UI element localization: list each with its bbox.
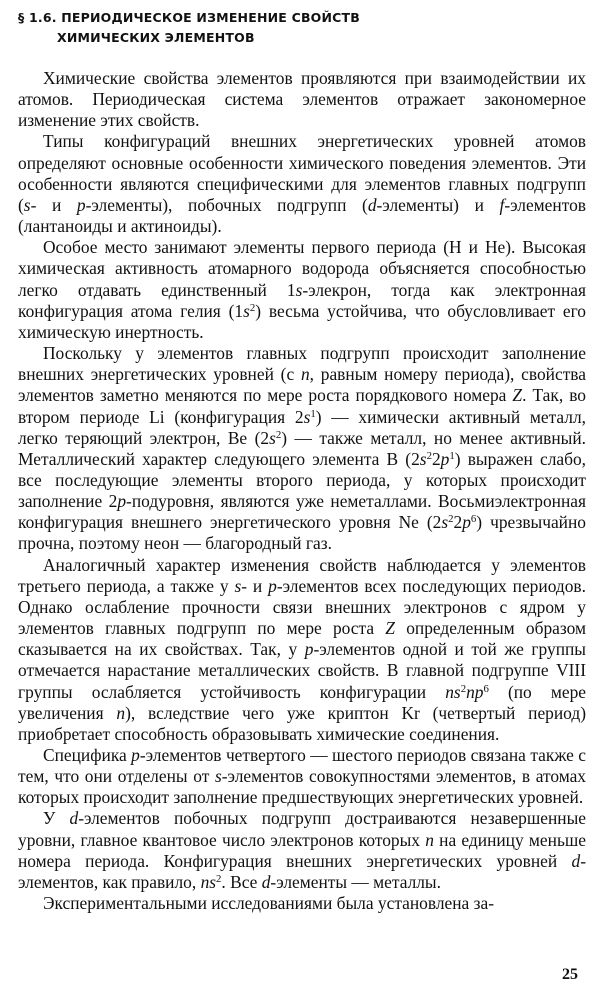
paragraph: Поскольку у элементов главных подгрупп происходит заполнение внешних энергетических уровней (с n, равным номеру периода), свойства элементов заметно меняются по мере роста порядкового номера Z. Так, во втором периоде Li (конфигурация $2s^1$) — химически активный металл, легко теряющий электрон, Be $(2s^2)$ — также металл, но менее активный. Металлический характер следующего элемента B $(2s^22p^1)$ выражен слабо, все последующие элементы второго периода, у которых происходит заполнение 2p-подуровня, являются уже неметаллами. Восьмиэлектронная конфигурация внешнего энергетического уровня Ne $(2s^22p^6)$ чрезвычайно прочна, поэтому неон — благородный газ.	[18, 343, 587, 554]
section-heading	[18, 8, 578, 48]
paragraph: Химические свойства элементов проявляются при взаимодействии их атомов. Периодическая система элементов отражает закономерное изменение этих свойств.	[18, 68, 586, 131]
paragraph: Аналогичный характер изменения свойств наблюдается у элементов третьего периода, а также у s- и p-элементов всех последующих периодов. Однако ослабление прочности связи внешних электронов с ядром у элементов главных подгрупп по мере роста Z определенным образом сказывается на их свойствах. Так, у p-элементов одной и той же группы отмечается нарастание металлических свойств. В главной подгруппе VIII группы ослабляется устойчивость конфигурации $ns^2np^6$ (по мере увеличения n), вследствие чего уже криптон Kr (четвертый период) приобретает способность образовывать химические соединения.	[18, 554, 586, 744]
section-heading-line-1: § 1.6. ПЕРИОДИЧЕСКОЕ ИЗМЕНЕНИЕ СВОЙСТВ	[18, 10, 360, 25]
paragraph: Типы конфигураций внешних энергетических уровней атомов определяют основные особенности химического поведения элементов. Эти особенности являются специфическими для элементов главных подгрупп (s- и p-элементы), побочных подгрупп (d-элементы) и f-элементов (лантаноиды и актиноиды).	[18, 131, 586, 237]
section-heading-line-2: ХИМИЧЕСКИХ ЭЛЕМЕНТОВ	[57, 30, 255, 45]
body-text	[18, 68, 586, 914]
page-number: 25	[562, 966, 578, 983]
paragraph: Специфика p-элементов четвертого — шестого периодов связана также с тем, что они отделены от s-элементов совокупностями элементов, в атомах которых происходит заполнение предшествующих энергетических уровней.	[18, 745, 587, 808]
paragraph: Экспериментальными исследованиями была установлена за-	[43, 893, 495, 914]
paragraph: Особое место занимают элементы первого периода (H и He). Высокая химическая активность атомарного водорода объясняется способностью легко отдавать единственный 1s-элекрон, тогда как электронная конфигурация атома гелия $(1s^2)$ весьма устойчива, что обусловливает его химическую инертность.	[18, 237, 586, 342]
paragraph: У d-элементов побочных подгрупп достраиваются незавершенные уровни, главное квантовое число электронов которых n на единицу меньше номера периода. Конфигурация внешних энергетических уровней d-элементов, как правило, $ns^2$. Все d-элементы — металлы.	[18, 808, 586, 892]
